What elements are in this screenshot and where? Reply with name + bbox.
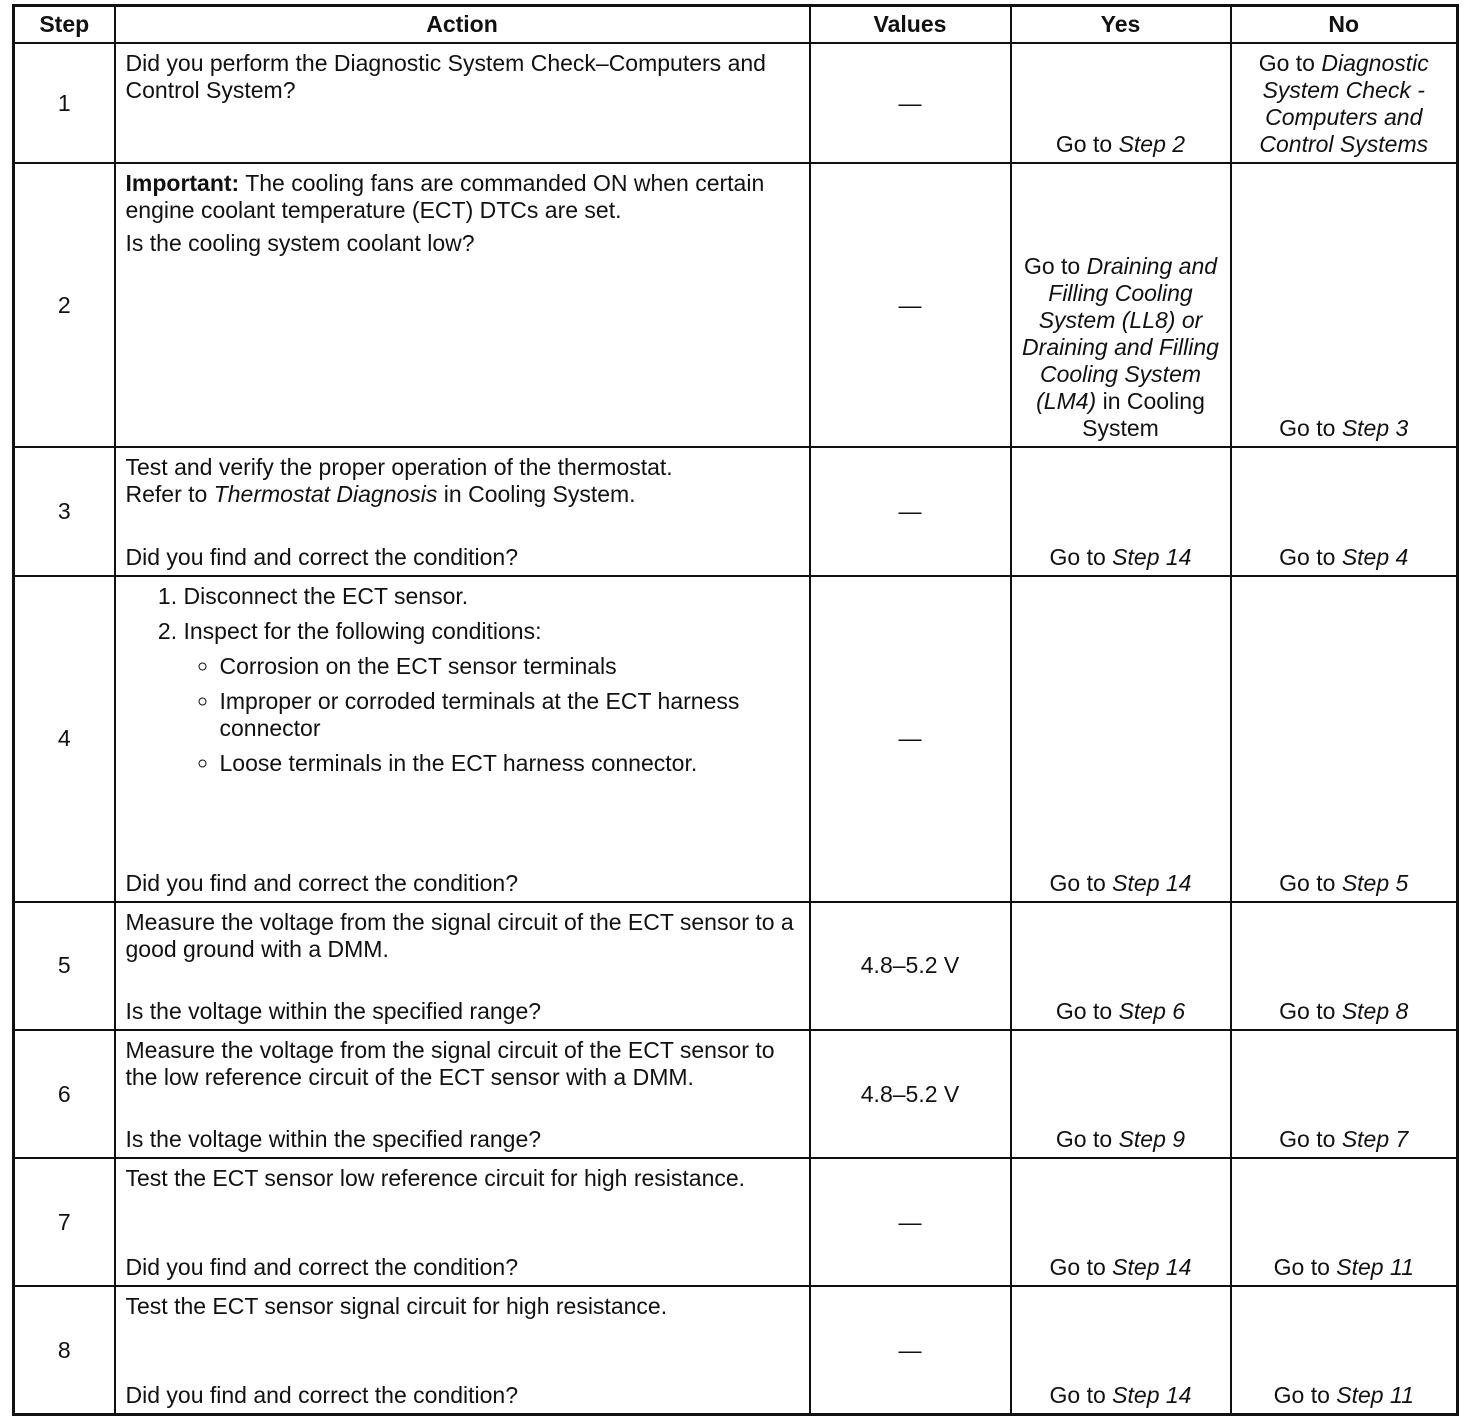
no-prefix: Go to (1279, 543, 1342, 570)
no-link[interactable]: Step 8 (1341, 998, 1409, 1025)
step-number: 2 (14, 163, 115, 447)
value-cell: 4.8–5.2 V (810, 1030, 1011, 1158)
header-values: Values (810, 6, 1011, 44)
yes-link[interactable]: Step 14 (1112, 1382, 1192, 1408)
action-text: Test and verify the proper operation of the thermostat. (125, 454, 673, 481)
no-link[interactable]: Step 7 (1341, 1126, 1409, 1153)
table-row (14, 902, 1458, 1030)
header-yes: Yes (1011, 6, 1231, 44)
no-cell[interactable] (1231, 902, 1458, 1030)
yes-cell[interactable] (1011, 576, 1231, 902)
table-row (14, 1030, 1458, 1158)
yes-link[interactable]: Step 2 (1118, 131, 1186, 158)
table-row (14, 1158, 1458, 1286)
no-prefix: Go to (1279, 1126, 1342, 1153)
procedure-list (126, 583, 799, 777)
yes-prefix: Go to (1049, 1382, 1113, 1408)
yes-prefix: Go to (1049, 1254, 1113, 1281)
table-row (14, 1286, 1458, 1414)
value-cell: — (810, 576, 1011, 902)
action-text: Did you perform the Diagnostic System Check–Computers and Control System? (125, 50, 766, 103)
yes-link[interactable]: Step 6 (1118, 998, 1186, 1025)
yes-cell[interactable] (1011, 1286, 1231, 1414)
header-step: Step (14, 6, 115, 44)
no-prefix: Go to (1273, 1382, 1337, 1408)
no-prefix: Go to (1279, 415, 1342, 442)
action-cell (115, 902, 810, 1030)
question-text: Did you find and correct the condition? (125, 543, 519, 570)
table-row (14, 43, 1458, 163)
value-cell: — (810, 1286, 1011, 1414)
yes-prefix: Go to (1055, 998, 1119, 1025)
no-link[interactable]: Step 5 (1341, 869, 1409, 896)
no-cell[interactable] (1231, 163, 1458, 447)
yes-link[interactable]: Step 14 (1112, 1254, 1192, 1281)
no-link[interactable]: Step 4 (1341, 543, 1409, 570)
condition-item: ◦ Corrosion on the ECT sensor terminals (220, 653, 799, 680)
action-cell (115, 163, 810, 447)
refer-prefix: Refer to (125, 481, 214, 508)
table-row (14, 576, 1458, 902)
value-cell: — (810, 1158, 1011, 1286)
condition-item: ◦ Loose terminals in the ECT harness connector. (220, 750, 799, 777)
important-label: Important: (125, 170, 240, 197)
yes-cell[interactable] (1011, 163, 1231, 447)
value-cell: — (810, 43, 1011, 163)
question-text: Is the voltage within the specified range? (125, 1126, 542, 1153)
action-cell (115, 576, 810, 902)
question-text: Did you find and correct the condition? (125, 1254, 519, 1281)
question-text: Is the cooling system coolant low? (125, 230, 475, 257)
yes-mid: or (1175, 307, 1203, 334)
yes-cell[interactable] (1011, 447, 1231, 575)
action-cell (115, 447, 810, 575)
no-prefix: Go to (1258, 50, 1322, 77)
procedure-step (184, 618, 799, 777)
no-prefix: Go to (1273, 1254, 1337, 1281)
action-text: Test the ECT sensor signal circuit for high resistance. (125, 1293, 668, 1320)
action-text: Measure the voltage from the signal circuit of the ECT sensor to a good ground with a DMM. (125, 908, 794, 962)
table-row (14, 163, 1458, 447)
yes-cell[interactable] (1011, 902, 1231, 1030)
action-cell (115, 43, 810, 163)
question-text: Is the voltage within the specified range? (125, 998, 542, 1025)
action-cell (115, 1158, 810, 1286)
important-text: The cooling fans are commanded ON when certain engine coolant temperature (ECT) DTCs are set. (125, 170, 765, 224)
yes-link[interactable]: Draining and Filling Cooling System (LL8) (1038, 253, 1218, 334)
yes-cell[interactable] (1011, 1158, 1231, 1286)
condition-item: ◦ Improper or corroded terminals at the ECT harness connector (220, 688, 799, 742)
no-cell[interactable] (1231, 1030, 1458, 1158)
step-number: 8 (14, 1286, 115, 1414)
step-number: 1 (14, 43, 115, 163)
important-note (126, 170, 799, 224)
procedure-step-text: Inspect for the following conditions: (183, 617, 542, 644)
no-prefix: Go to (1279, 869, 1342, 896)
yes-link[interactable]: Step 14 (1112, 869, 1192, 896)
value-cell: 4.8–5.2 V (810, 902, 1011, 1030)
value-cell: — (810, 447, 1011, 575)
step-number: 5 (14, 902, 115, 1030)
table-row (14, 447, 1458, 575)
no-cell[interactable] (1231, 576, 1458, 902)
no-cell[interactable] (1231, 1158, 1458, 1286)
step-number: 7 (14, 1158, 115, 1286)
header-no: No (1231, 6, 1458, 44)
no-cell[interactable] (1231, 1286, 1458, 1414)
yes-link[interactable]: Step 14 (1112, 543, 1192, 570)
refer-link[interactable]: Thermostat Diagnosis (213, 481, 438, 508)
header-action: Action (115, 6, 810, 44)
yes-prefix: Go to (1055, 1126, 1119, 1153)
procedure-step: 1. Disconnect the ECT sensor. (184, 583, 799, 610)
no-prefix: Go to (1279, 998, 1342, 1025)
value-cell: — (810, 163, 1011, 447)
no-link[interactable]: Step 11 (1336, 1382, 1414, 1408)
no-cell[interactable] (1231, 447, 1458, 575)
step-number: 6 (14, 1030, 115, 1158)
step-number: 3 (14, 447, 115, 575)
action-cell (115, 1286, 810, 1414)
diagnostic-table (12, 4, 1459, 1416)
question-text: Did you find and correct the condition? (125, 869, 519, 896)
no-link[interactable]: Step 11 (1336, 1254, 1414, 1281)
yes-prefix: Go to (1049, 869, 1113, 896)
yes-link[interactable]: Draining and Filling Cooling System (LM4) (1022, 334, 1219, 415)
no-cell[interactable] (1231, 43, 1458, 163)
conditions-list (184, 653, 799, 777)
header-row (14, 6, 1458, 44)
refer-text (126, 481, 799, 508)
action-cell (115, 1030, 810, 1158)
yes-cell[interactable] (1011, 1030, 1231, 1158)
question-text: Did you find and correct the condition? (125, 1382, 519, 1408)
yes-prefix: Go to (1049, 543, 1113, 570)
no-link[interactable]: Step 3 (1341, 415, 1409, 442)
action-text: Measure the voltage from the signal circuit of the ECT sensor to the low reference circuit of the ECT sensor with a DMM. (125, 1037, 775, 1091)
yes-prefix: Go to (1023, 253, 1087, 280)
yes-suffix: in Cooling System (1082, 388, 1205, 442)
yes-prefix: Go to (1055, 131, 1119, 158)
action-text: Test the ECT sensor low reference circuit for high resistance. (125, 1165, 746, 1192)
yes-cell[interactable] (1011, 43, 1231, 163)
yes-link[interactable]: Step 9 (1118, 1126, 1186, 1153)
refer-suffix: in Cooling System. (437, 481, 636, 508)
no-link[interactable]: Diagnostic System Check - Computers and Control Systems (1259, 50, 1429, 158)
step-number: 4 (14, 576, 115, 902)
